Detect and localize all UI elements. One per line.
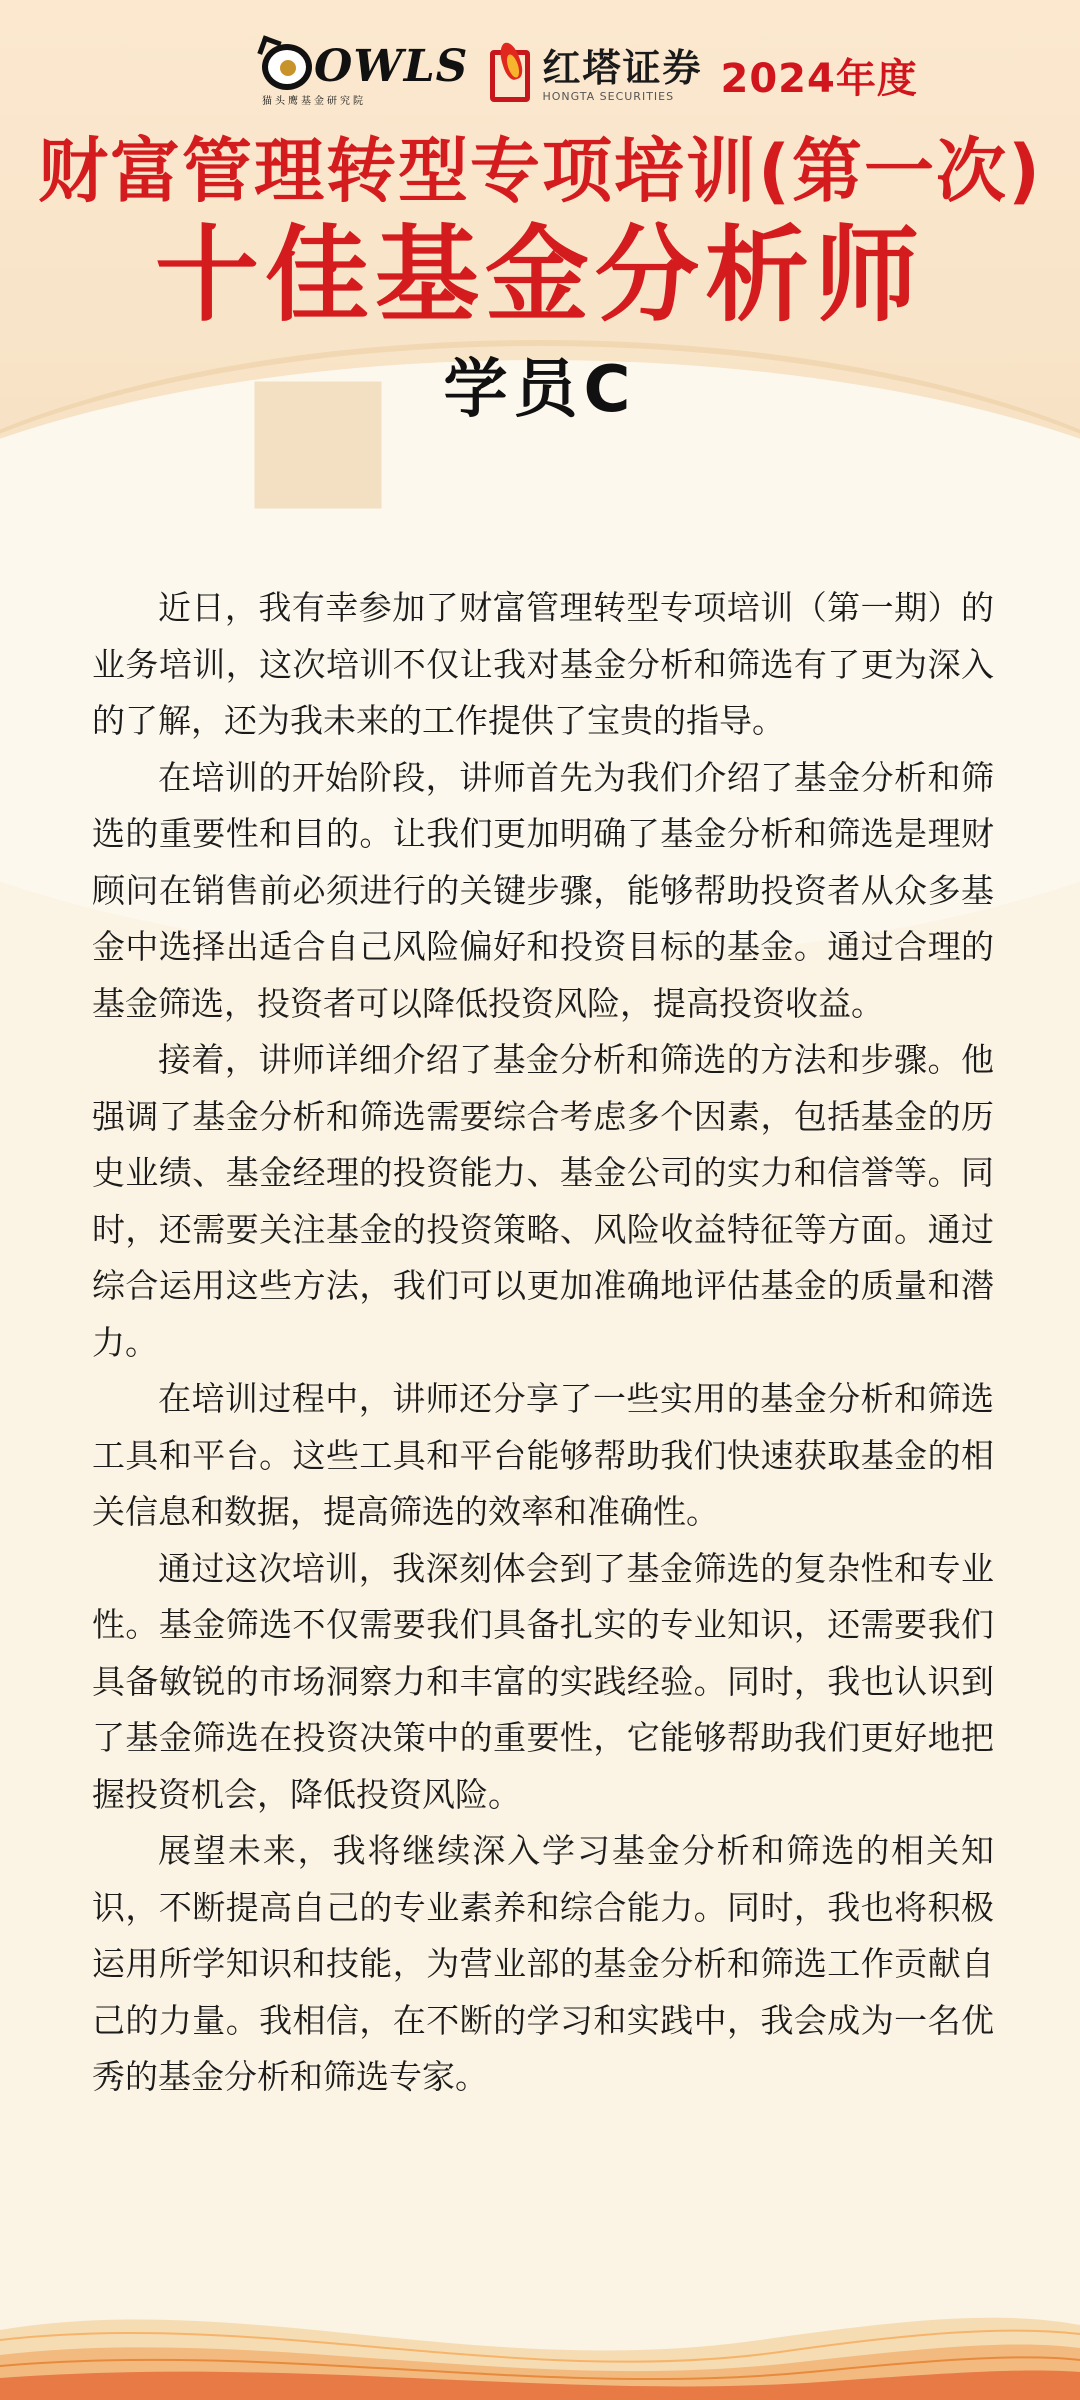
owls-caption: 猫头鹰基金研究院 — [262, 95, 366, 107]
paragraph: 通过这次培训，我深刻体会到了基金筛选的复杂性和专业性。基金筛选不仅需要我们具备扎实的专业知识，还需要我们具备敏锐的市场洞察力和丰富的实践经验。同时，我也认识到了基金筛选在投资决策中的重要性，它能够帮助我们更好地把握投资机会，降低投资风险。 — [92, 1548, 994, 1814]
owl-eye-icon — [262, 44, 312, 90]
hongta-name: 红塔证券 — [542, 45, 703, 90]
year-label: 2024年度 — [720, 55, 918, 102]
paragraph: 展望未来，我将继续深入学习基金分析和筛选的相关知识，不断提高自己的专业素养和综合能力。同时，我也将积极运用所学知识和技能，为营业部的基金分析和筛选工作贡献自己的力量。我相信，在不断的学习和实践中，我会成为一名优秀的基金分析和筛选专家。 — [92, 1831, 994, 2096]
logo-row — [262, 30, 1022, 120]
bottom-wave-decoration — [0, 2270, 1080, 2400]
paragraph: 在培训的开始阶段，讲师首先为我们介绍了基金分析和筛选的重要性和目的。让我们更加明确了基金分析和筛选是理财顾问在销售前必须进行的关键步骤，能够帮助投资者从众多基金中选择出适合自己风险偏好和投资目标的基金。通过合理的基金筛选，投资者可以降低投资风险，提高投资收益。 — [92, 757, 994, 1023]
owls-logo — [262, 40, 469, 107]
hongta-english-name: HONGTA SECURITIES — [542, 89, 675, 103]
paragraph: 在培训过程中，讲师还分享了一些实用的基金分析和筛选工具和平台。这些工具和平台能够帮助我们快速获取基金的相关信息和数据，提高筛选的效率和准确性。 — [92, 1379, 994, 1531]
student-name: 学员C — [443, 353, 637, 427]
training-title: 财富管理转型专项培训(第一次) — [38, 130, 1042, 212]
owls-logo-text: OWLS — [314, 40, 469, 92]
paragraph: 接着，讲师详细介绍了基金分析和筛选的方法和步骤。他强调了基金分析和筛选需要综合考虑多个因素，包括基金的历史业绩、基金经理的投资能力、基金公司的实力和信誉等。同时，还需要关注基金的投资策略、风险收益特征等方面。通过综合运用这些方法，我们可以更加准确地评估基金的质量和潜力。 — [92, 1040, 994, 1362]
award-title: 十佳基金分析师 — [154, 214, 925, 336]
hongta-logo — [484, 42, 702, 108]
hongta-flame-icon — [484, 42, 536, 108]
article-body — [92, 580, 994, 2106]
paragraph: 近日，我有幸参加了财富管理转型专项培训（第一期）的业务培训，这次培训不仅让我对基金分析和筛选有了更为深入的了解，还为我未来的工作提供了宝贵的指导。 — [92, 588, 994, 740]
